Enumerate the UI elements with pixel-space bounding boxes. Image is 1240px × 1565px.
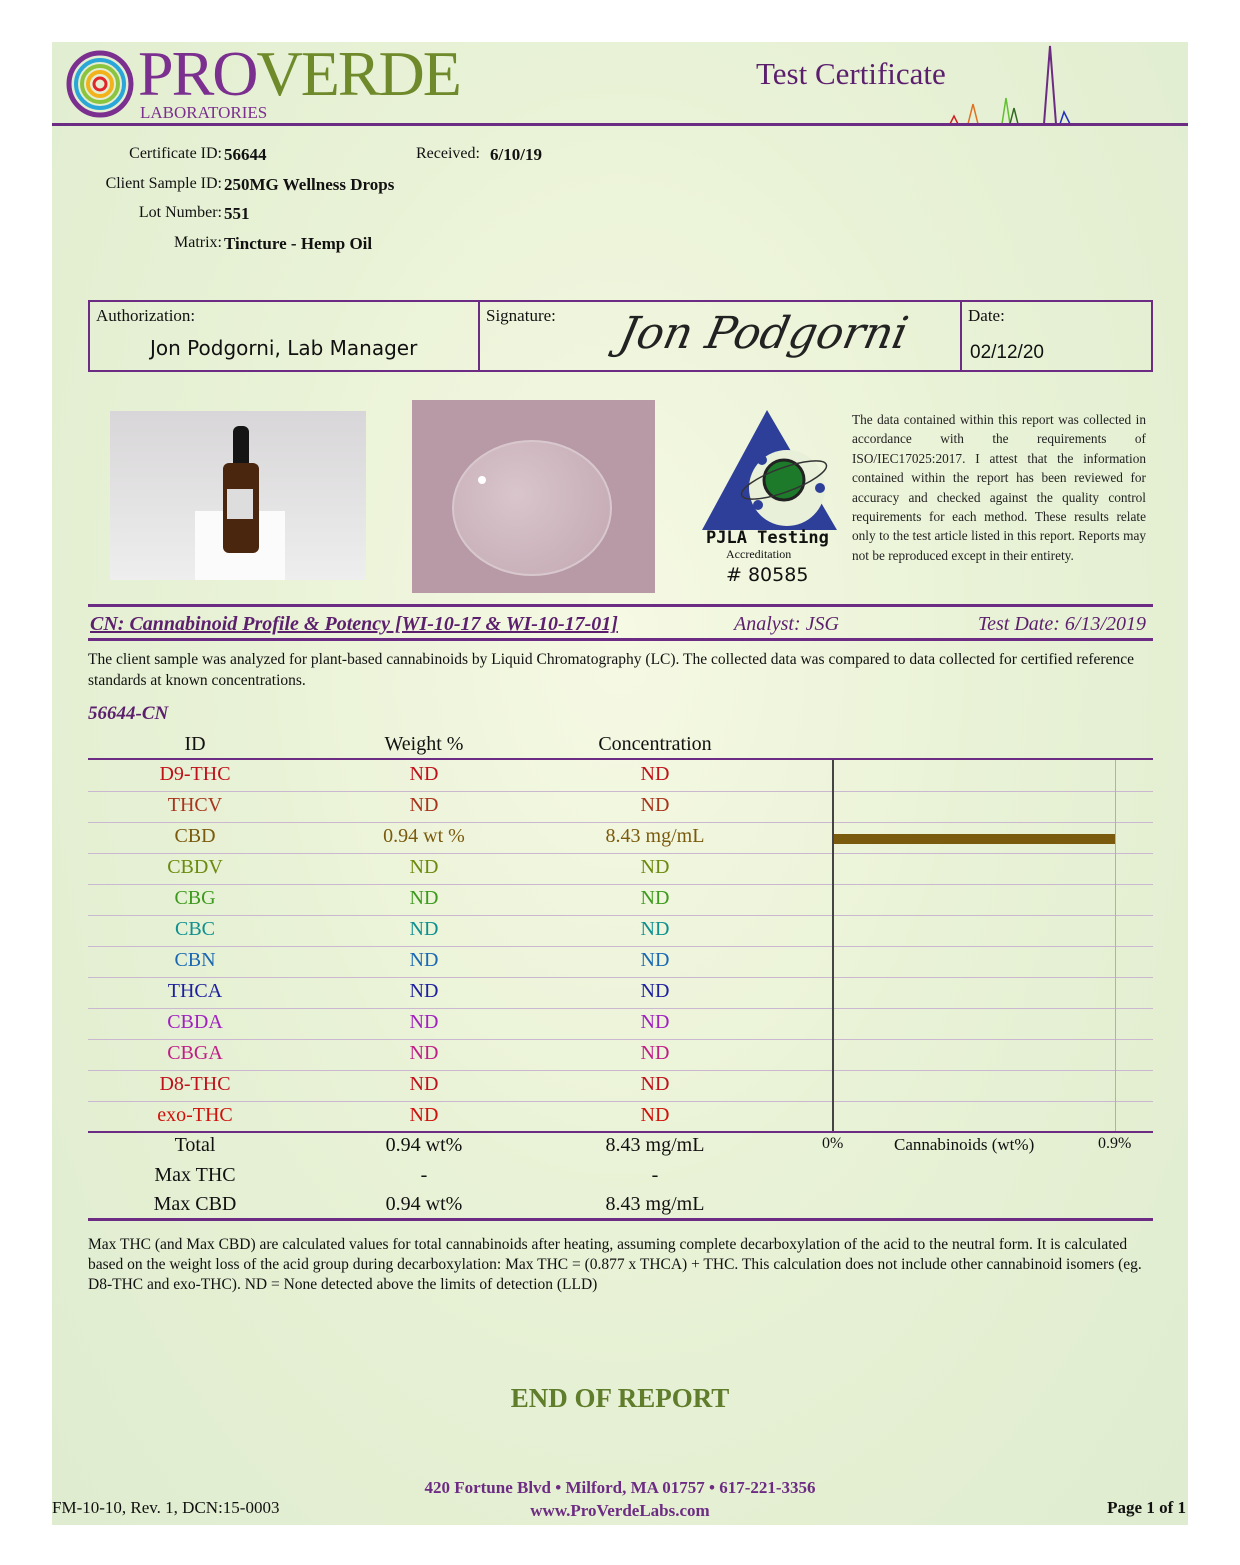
accreditation-statement: The data contained within this report was collected in accordance with the requirements of ISO/IEC17025:2017. I attest that the information contained within the report has been reviewed for accuracy and checked against the quality control requirements for each method. These results relate only to the test article listed in this report. Reports may not be reproduced except in their entirety. — [852, 412, 1146, 563]
chart-max-line — [1115, 760, 1116, 1131]
certificate-id-label: Certificate ID: — [129, 145, 222, 162]
cell-conc: ND — [640, 1104, 670, 1126]
cell-weight: ND — [409, 949, 439, 971]
sample-droplet-photo — [412, 400, 655, 593]
product-photo — [110, 411, 366, 580]
logo-rings-icon — [66, 50, 134, 118]
cell-conc: ND — [640, 980, 670, 1002]
cell-id: CBG — [174, 887, 216, 909]
cell-conc: ND — [640, 1073, 670, 1095]
total-weight: 0.94 wt% — [385, 1134, 463, 1156]
method-description: The client sample was analyzed for plant-based cannabinoids by Liquid Chromatography (LC). The collected data was compared to data collected for certified reference standards at known concentrations. — [88, 651, 1134, 689]
chart-x-axis-label: Cannabinoids (wt%) — [894, 1135, 1035, 1154]
total-id: Total — [174, 1134, 216, 1156]
chart-axis-left — [832, 760, 834, 1131]
cell-weight: ND — [409, 980, 439, 1002]
cell-weight: ND — [409, 856, 439, 878]
row-divider — [88, 884, 1153, 885]
row-divider — [88, 946, 1153, 947]
pjla-number: # 80585 — [726, 564, 809, 586]
cell-conc: ND — [640, 763, 670, 785]
cell-conc: ND — [640, 856, 670, 878]
section-title: CN: Cannabinoid Profile & Potency [WI-10-17 & WI-10-17-01] — [90, 613, 618, 635]
logo-laboratories: LABORATORIES — [140, 103, 268, 122]
cell-weight: ND — [409, 918, 439, 940]
cell-weight: 0.94 wt % — [383, 825, 465, 847]
cell-id: D8-THC — [159, 1073, 231, 1095]
logo — [66, 38, 460, 124]
logo-wordmark — [138, 38, 460, 109]
authorization-box — [88, 300, 1153, 372]
header-id: ID — [184, 733, 206, 755]
section-bottom-rule — [88, 638, 1153, 641]
page-number: Page 1 of 1 — [1107, 1498, 1186, 1517]
cell-id: CBDA — [167, 1011, 223, 1033]
logo-verde: VERDE — [256, 38, 460, 109]
row-divider — [88, 791, 1153, 792]
total-conc: 8.43 mg/mL — [605, 1134, 705, 1156]
cell-id: CBD — [174, 825, 216, 847]
row-divider — [88, 1070, 1153, 1071]
cell-weight: ND — [409, 1042, 439, 1064]
received-label: Received: — [416, 145, 480, 162]
pjla-accreditation — [696, 400, 1156, 592]
header-weight: Weight % — [384, 733, 464, 755]
cell-weight: ND — [409, 763, 439, 785]
header-divider — [52, 123, 1188, 126]
total-id: Max CBD — [153, 1193, 237, 1215]
cell-id: CBC — [174, 918, 216, 940]
lab-address: 420 Fortune Blvd • Milford, MA 01757 • 617-221-3356 — [424, 1478, 816, 1497]
client-sample-id: 250MG Wellness Drops — [224, 175, 395, 194]
row-divider — [88, 1008, 1153, 1009]
pjla-logo-icon — [702, 410, 842, 530]
lot-label: Lot Number: — [138, 204, 222, 221]
cell-conc: 8.43 mg/mL — [605, 825, 705, 847]
received-date: 6/10/19 — [490, 145, 542, 164]
cell-id: D9-THC — [159, 763, 231, 785]
pjla-title: PJLA Testing — [706, 528, 829, 548]
total-conc: - — [651, 1163, 659, 1186]
client-sample-label: Client Sample ID: — [105, 175, 222, 192]
certificate-id: 56644 — [224, 145, 267, 164]
cell-id: THCA — [167, 980, 223, 1002]
lab-website[interactable]: www.ProVerdeLabs.com — [530, 1501, 710, 1520]
end-of-report: END OF REPORT — [510, 1383, 730, 1413]
cell-conc: ND — [640, 918, 670, 940]
date-value: 02/12/20 — [970, 342, 1044, 363]
cell-id: CBDV — [167, 856, 223, 878]
signature-label: Signature: — [486, 306, 556, 325]
sample-code: 56644-CN — [88, 703, 169, 724]
cell-conc: ND — [640, 794, 670, 816]
total-weight: - — [420, 1163, 428, 1186]
total-id: Max THC — [154, 1163, 236, 1186]
pjla-accreditation-label: Accreditation — [726, 547, 792, 561]
cell-id: exo-THC — [157, 1104, 233, 1126]
test-date: Test Date: 6/13/2019 — [977, 613, 1146, 635]
total-weight: 0.94 wt% — [385, 1193, 463, 1215]
row-divider — [88, 853, 1153, 854]
cell-weight: ND — [409, 794, 439, 816]
chart-x-min-label: 0% — [822, 1135, 844, 1152]
row-divider — [88, 977, 1153, 978]
cell-id: CBN — [174, 949, 216, 971]
cell-weight: ND — [409, 887, 439, 909]
cell-conc: ND — [640, 887, 670, 909]
date-label: Date: — [968, 306, 1005, 325]
logo-pro: PRO — [138, 38, 257, 109]
row-divider — [88, 822, 1153, 823]
total-conc: 8.43 mg/mL — [605, 1193, 705, 1215]
bar-cbd — [834, 834, 1115, 844]
cell-conc: ND — [640, 1011, 670, 1033]
row-divider — [88, 1039, 1153, 1040]
matrix-label: Matrix: — [174, 234, 222, 251]
cell-id: THCV — [167, 794, 223, 816]
document-title: Test Certificate — [756, 56, 946, 91]
analyst: Analyst: JSG — [734, 613, 839, 635]
cell-conc: ND — [640, 949, 670, 971]
header-concentration: Concentration — [598, 733, 712, 755]
row-divider — [88, 1101, 1153, 1102]
section-top-rule — [88, 604, 1153, 607]
cell-id: CBGA — [167, 1042, 223, 1064]
matrix: Tincture - Hemp Oil — [224, 234, 373, 253]
lot-number: 551 — [224, 204, 250, 223]
cell-weight: ND — [409, 1011, 439, 1033]
signature: Jon Podgorni — [614, 308, 913, 359]
cell-weight: ND — [409, 1104, 439, 1126]
authorization-name: Jon Podgorni, Lab Manager — [150, 336, 418, 360]
chart-x-max-label: 0.9% — [1098, 1135, 1132, 1152]
form-number: FM-10-10, Rev. 1, DCN:15-0003 — [52, 1498, 280, 1517]
cell-conc: ND — [640, 1042, 670, 1064]
chromatogram-icon — [940, 42, 1100, 126]
authorization-label: Authorization: — [96, 306, 196, 325]
row-divider — [88, 915, 1153, 916]
max-thc-notes: Max THC (and Max CBD) are calculated values for total cannabinoids after heating, assuming complete decarboxylation of the acid to the neutral form. It is calculated based on the weight loss of the acid group during decarboxylation: Max THC = (0.877 x THCA) + THC. This calculation does not include other cannabinoid isomers (eg. D8-THC and exo-THC). ND = None detected above the limits of detection (LLD) — [88, 1236, 1142, 1293]
cell-weight: ND — [409, 1073, 439, 1095]
